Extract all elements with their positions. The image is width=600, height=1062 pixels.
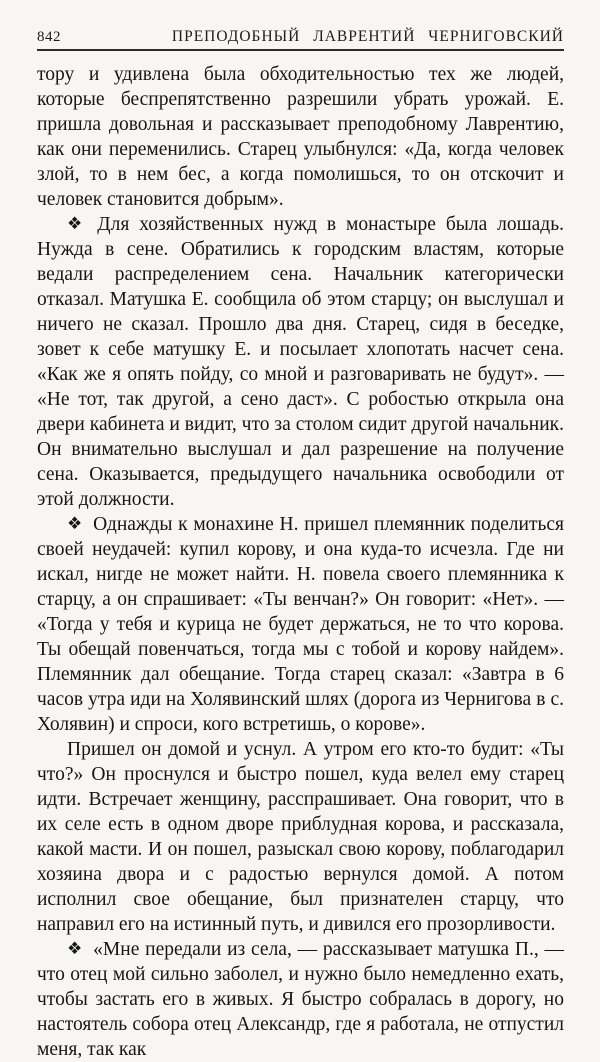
header-rule [37, 49, 564, 51]
paragraph [37, 937, 564, 1062]
paragraph [37, 737, 564, 937]
paragraph-text: «Мне передали из села, — рассказывает матушка П., — что отец мой сильно заболел, и нужно было немедленно ехать, чтобы застать его в живых. Я быстро собралась в дорогу, но настоятель собора отец Александр, где я работала, не отпустил меня, так как [37, 939, 565, 1060]
diamond-bullet-icon: ❖ [67, 514, 84, 533]
paragraph-continuation [37, 62, 564, 212]
diamond-bullet-icon: ❖ [67, 214, 88, 233]
paragraph [37, 212, 564, 512]
running-title: ПРЕПОДОБНЫЙ ЛАВРЕНТИЙ ЧЕРНИГОВСКИЙ [171, 28, 564, 45]
page-body [37, 62, 564, 1062]
page-header [37, 28, 564, 46]
paragraph-text: Для хозяйственных нужд в монастыре была лошадь. Нужда в сене. Обратились к городским властям, которые ведали распределением сена. Начальник категорически отказал. Матушка Е. сообщила об этом старцу; он выслушал и ничего не сказал. Прошло два дня. Старец, сидя в беседке, зовет к себе матушку Е. и посылает хлопотать насчет сена. «Как же я опять пойду, со мной и разговаривать не будут». — «Не тот, так другой, а сено даст». С робостью открыла она двери кабинета и видит, что за столом сидит другой начальник. Он внимательно выслушал и дал разрешение на получение сена. Оказывается, предыдущего начальника освободили от этой должности. [37, 214, 564, 510]
paragraph [37, 512, 564, 737]
page-number: 842 [37, 29, 61, 45]
diamond-bullet-icon: ❖ [67, 939, 84, 958]
paragraph-text: Пришел он домой и уснул. А утром его кто-то будит: «Ты что?» Он проснулся и быстро пошел, куда велел ему старец идти. Встречает женщину, расспрашивает. Она говорит, что в их селе есть в одном дворе приблудная корова, и рассказала, какой масти. И он пошел, разыскал свою корову, поблагодарил хозяина двора и с радостью вернулся домой. А потом исполнил свое обещание, был признателен старцу, что направил его на истинный путь, и дивился его прозорливости. [37, 739, 564, 935]
paragraph-text: Однажды к монахине Н. пришел племянник поделиться своей неудачей: купил корову, и она куда-то исчезла. Где ни искал, нигде не может найти. Н. повела своего племянника к старцу, а он спрашивает: «Ты венчан?» Он говорит: «Нет». — «Тогда у тебя и курица не будет держаться, не то что корова. Ты обещай повенчаться, тогда мы с тобой и корову найдем». Племянник дал обещание. Тогда старец сказал: «Завтра в 6 часов утра иди на Холявинский шлях (дорога из Чернигова в с. Холявин) и спроси, кого встретишь, о корове». [37, 514, 564, 735]
paragraph-text: тору и удивлена была обходительностью тех же людей, которые беспрепятственно разрешили убрать урожай. Е. пришла довольная и рассказывает преподобному Лаврентию, как они переменились. Старец улыбнулся: «Да, когда человек злой, то в нем бес, а когда помолишься, то он отскочит и человек становится добрым». [37, 64, 564, 210]
